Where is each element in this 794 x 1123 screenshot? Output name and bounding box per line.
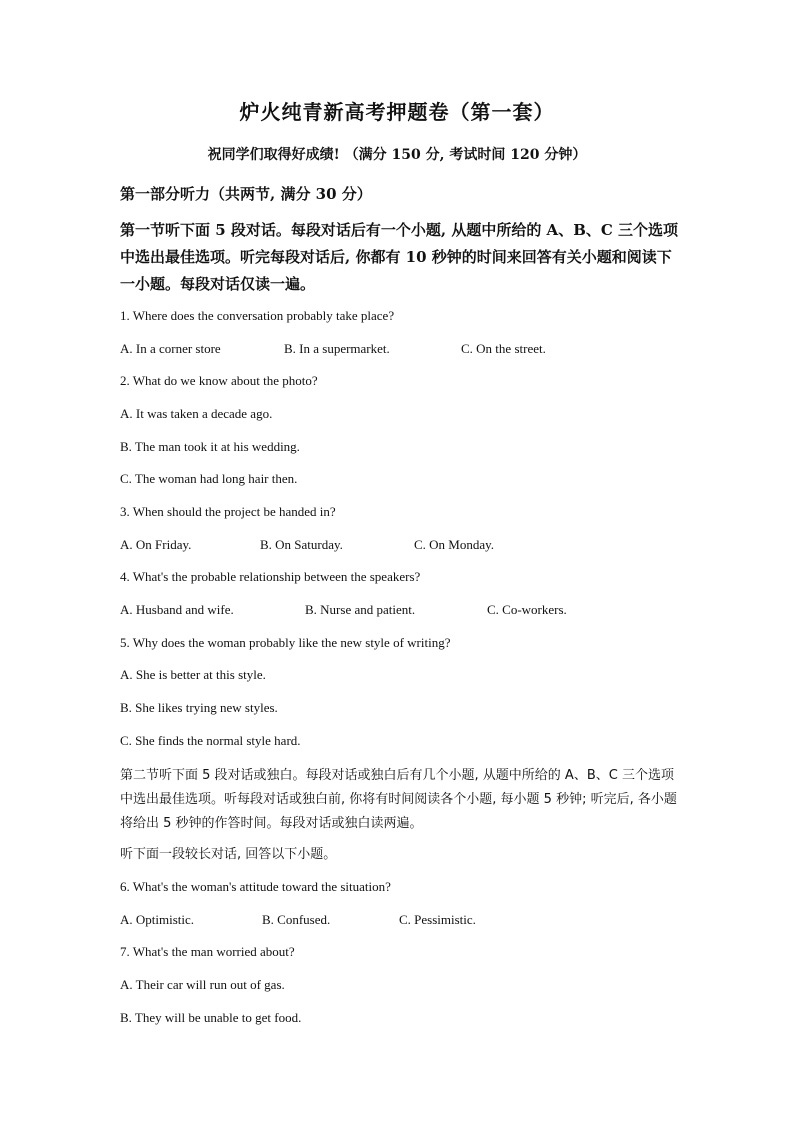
question-6: 6. What's the woman's attitude toward the situation? bbox=[120, 879, 391, 894]
section1-instructions: 第一节听下面 5 段对话。每段对话后有一个小题, 从题中所给的 A、B、C 三个选项中选出最佳选项。听完每段对话后, 你都有 10 秒钟的时间来回答有关小题和阅读下一小题。每段对话仅读一遍。 bbox=[120, 221, 679, 293]
question-7: 7. What's the man worried about? bbox=[120, 944, 295, 959]
question-2-option-c: C. The woman had long hair then. bbox=[120, 471, 298, 486]
question-6-option-a: A. Optimistic. bbox=[120, 912, 195, 927]
question-6-option-b: B. Confused. bbox=[262, 912, 331, 927]
exam-title: 炉火纯青新高考押题卷（第一套） bbox=[239, 100, 555, 124]
part-heading: 第一部分听力（共两节, 满分 30 分） bbox=[120, 185, 372, 203]
question-1-option-c: C. On the street. bbox=[461, 341, 546, 356]
question-5-option-a: A. She is better at this style. bbox=[120, 667, 266, 682]
question-6-option-c: C. Pessimistic. bbox=[399, 912, 476, 927]
question-2-option-b: B. The man took it at his wedding. bbox=[120, 439, 300, 454]
exam-subtitle: 祝同学们取得好成绩! （满分 150 分, 考试时间 120 分钟） bbox=[207, 147, 587, 163]
question-3-option-a: A. On Friday. bbox=[120, 537, 192, 552]
question-7-option-b: B. They will be unable to get food. bbox=[120, 1010, 302, 1025]
question-5: 5. Why does the woman probably like the new style of writing? bbox=[120, 635, 451, 650]
question-5-option-c: C. She finds the normal style hard. bbox=[120, 733, 301, 748]
question-3-option-c: C. On Monday. bbox=[414, 537, 495, 552]
section2-lead: 听下面一段较长对话, 回答以下小题。 bbox=[120, 847, 337, 862]
question-1-option-a: A. In a corner store bbox=[120, 341, 221, 356]
question-3-option-b: B. On Saturday. bbox=[260, 537, 343, 552]
question-3: 3. When should the project be handed in? bbox=[120, 504, 336, 519]
question-4: 4. What's the probable relationship between the speakers? bbox=[120, 569, 421, 584]
section2-instructions: 第二节听下面 5 段对话或独白。每段对话或独白后有几个小题, 从题中所给的 A、B、C 三个选项中选出最佳选项。听每段对话或独白前, 你将有时间阅读各个小题, 每小题 5 秒钟; 听完后, 各小题将给出 5 秒钟的作答时间。每段对话或独白读两遍。 bbox=[120, 768, 677, 831]
question-4-option-a: A. Husband and wife. bbox=[120, 602, 234, 617]
question-4-option-b: B. Nurse and patient. bbox=[305, 602, 416, 617]
question-2: 2. What do we know about the photo? bbox=[120, 373, 318, 388]
question-1: 1. Where does the conversation probably take place? bbox=[120, 308, 395, 323]
question-2-option-a: A. It was taken a decade ago. bbox=[120, 406, 273, 421]
question-1-option-b: B. In a supermarket. bbox=[284, 341, 390, 356]
question-5-option-b: B. She likes trying new styles. bbox=[120, 700, 278, 715]
question-4-option-c: C. Co-workers. bbox=[487, 602, 567, 617]
question-7-option-a: A. Their car will run out of gas. bbox=[120, 977, 285, 992]
